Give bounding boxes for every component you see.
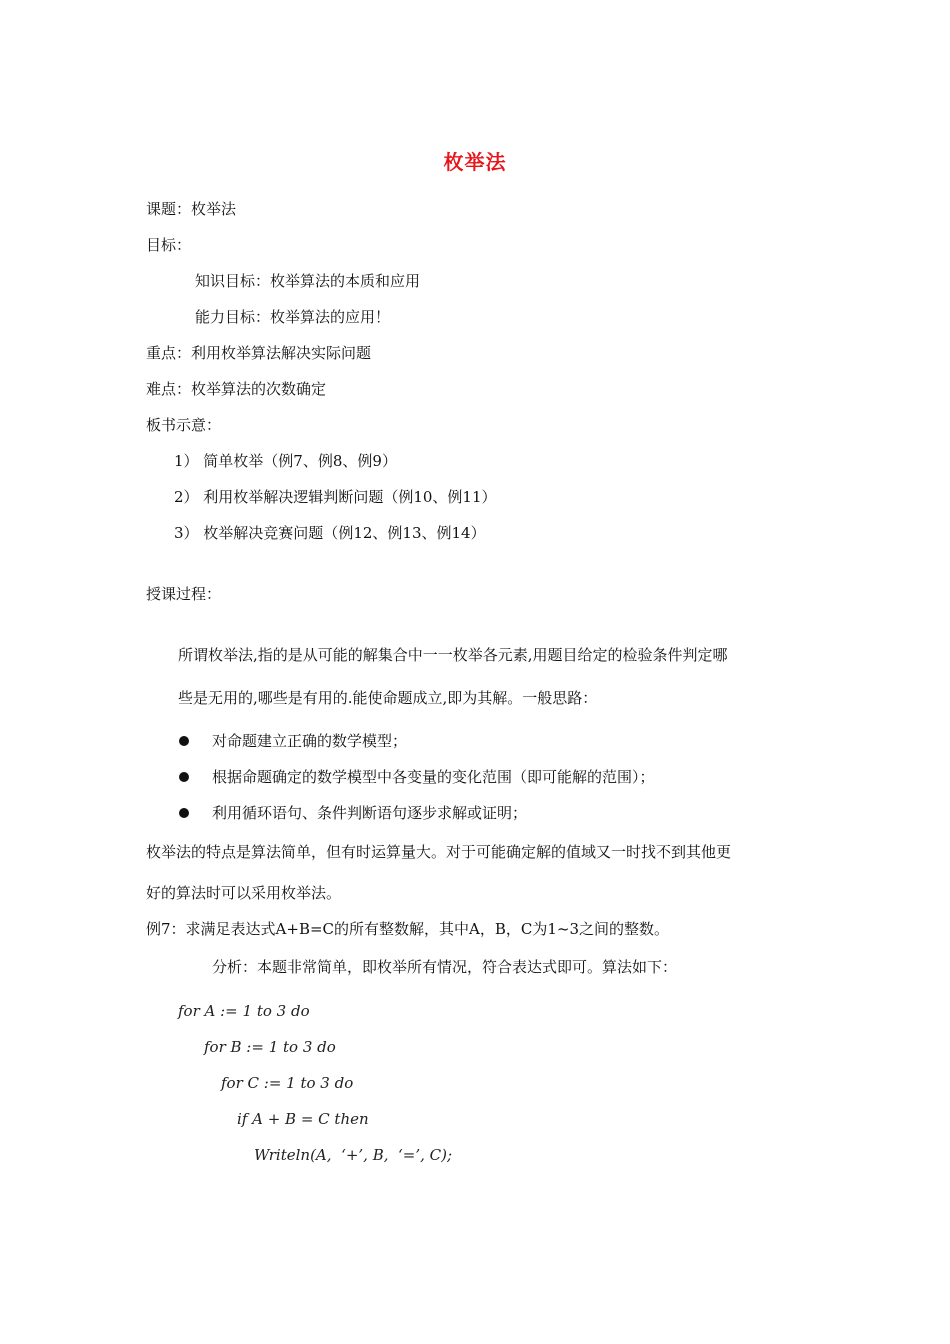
bullet-item: 对命题建立正确的数学模型； — [212, 732, 408, 750]
topic-line: 课题：枚举法 — [146, 200, 237, 218]
bullet-icon — [179, 808, 189, 818]
difficulty: 难点：枚举算法的次数确定 — [146, 380, 327, 398]
board-label: 板书示意： — [146, 416, 222, 434]
code-line: for A := 1 to 3 do — [178, 1002, 310, 1020]
example-analysis: 分析：本题非常简单，即枚举所有情况，符合表达式即可。算法如下： — [212, 958, 678, 976]
document-title: 枚举法 — [443, 150, 507, 174]
bullet-icon — [179, 736, 189, 746]
bullet-item: 利用循环语句、条件判断语句逐步求解或证明； — [212, 804, 528, 822]
intro-paragraph-line: 些是无用的,哪些是有用的.能使命题成立,即为其解。一般思路： — [178, 689, 598, 707]
bullet-icon — [179, 772, 189, 782]
code-line: Writeln(A, ‘+’, B, ‘=’, C); — [254, 1146, 453, 1164]
board-item: 3） 枚举解决竞赛问题（例12、例13、例14） — [174, 524, 486, 542]
bullet-item: 根据命题确定的数学模型中各变量的变化范围（即可能解的范围）； — [212, 768, 655, 786]
board-item: 1） 简单枚举（例7、例8、例9） — [174, 452, 397, 470]
intro-paragraph-line: 所谓枚举法,指的是从可能的解集合中一一枚举各元素,用题目给定的检验条件判定哪 — [178, 646, 728, 664]
feature-paragraph-line: 好的算法时可以采用枚举法。 — [146, 884, 342, 902]
code-line: for B := 1 to 3 do — [204, 1038, 336, 1056]
process-label: 授课过程： — [146, 585, 222, 603]
code-line: for C := 1 to 3 do — [221, 1074, 354, 1092]
board-item: 2） 利用枚举解决逻辑判断问题（例10、例11） — [174, 488, 497, 506]
feature-paragraph-line: 枚举法的特点是算法简单，但有时运算量大。对于可能确定解的值域又一时找不到其他更 — [146, 843, 732, 861]
code-line: if A + B = C then — [237, 1110, 369, 1128]
key-point: 重点：利用枚举算法解决实际问题 — [146, 344, 372, 362]
goal-label: 目标： — [146, 236, 192, 254]
example-statement: 例7：求满足表达式A+B=C的所有整数解，其中A，B，C为1~3之间的整数。 — [146, 920, 670, 938]
knowledge-goal: 知识目标：枚举算法的本质和应用 — [195, 272, 421, 290]
ability-goal: 能力目标：枚举算法的应用！ — [195, 308, 391, 326]
